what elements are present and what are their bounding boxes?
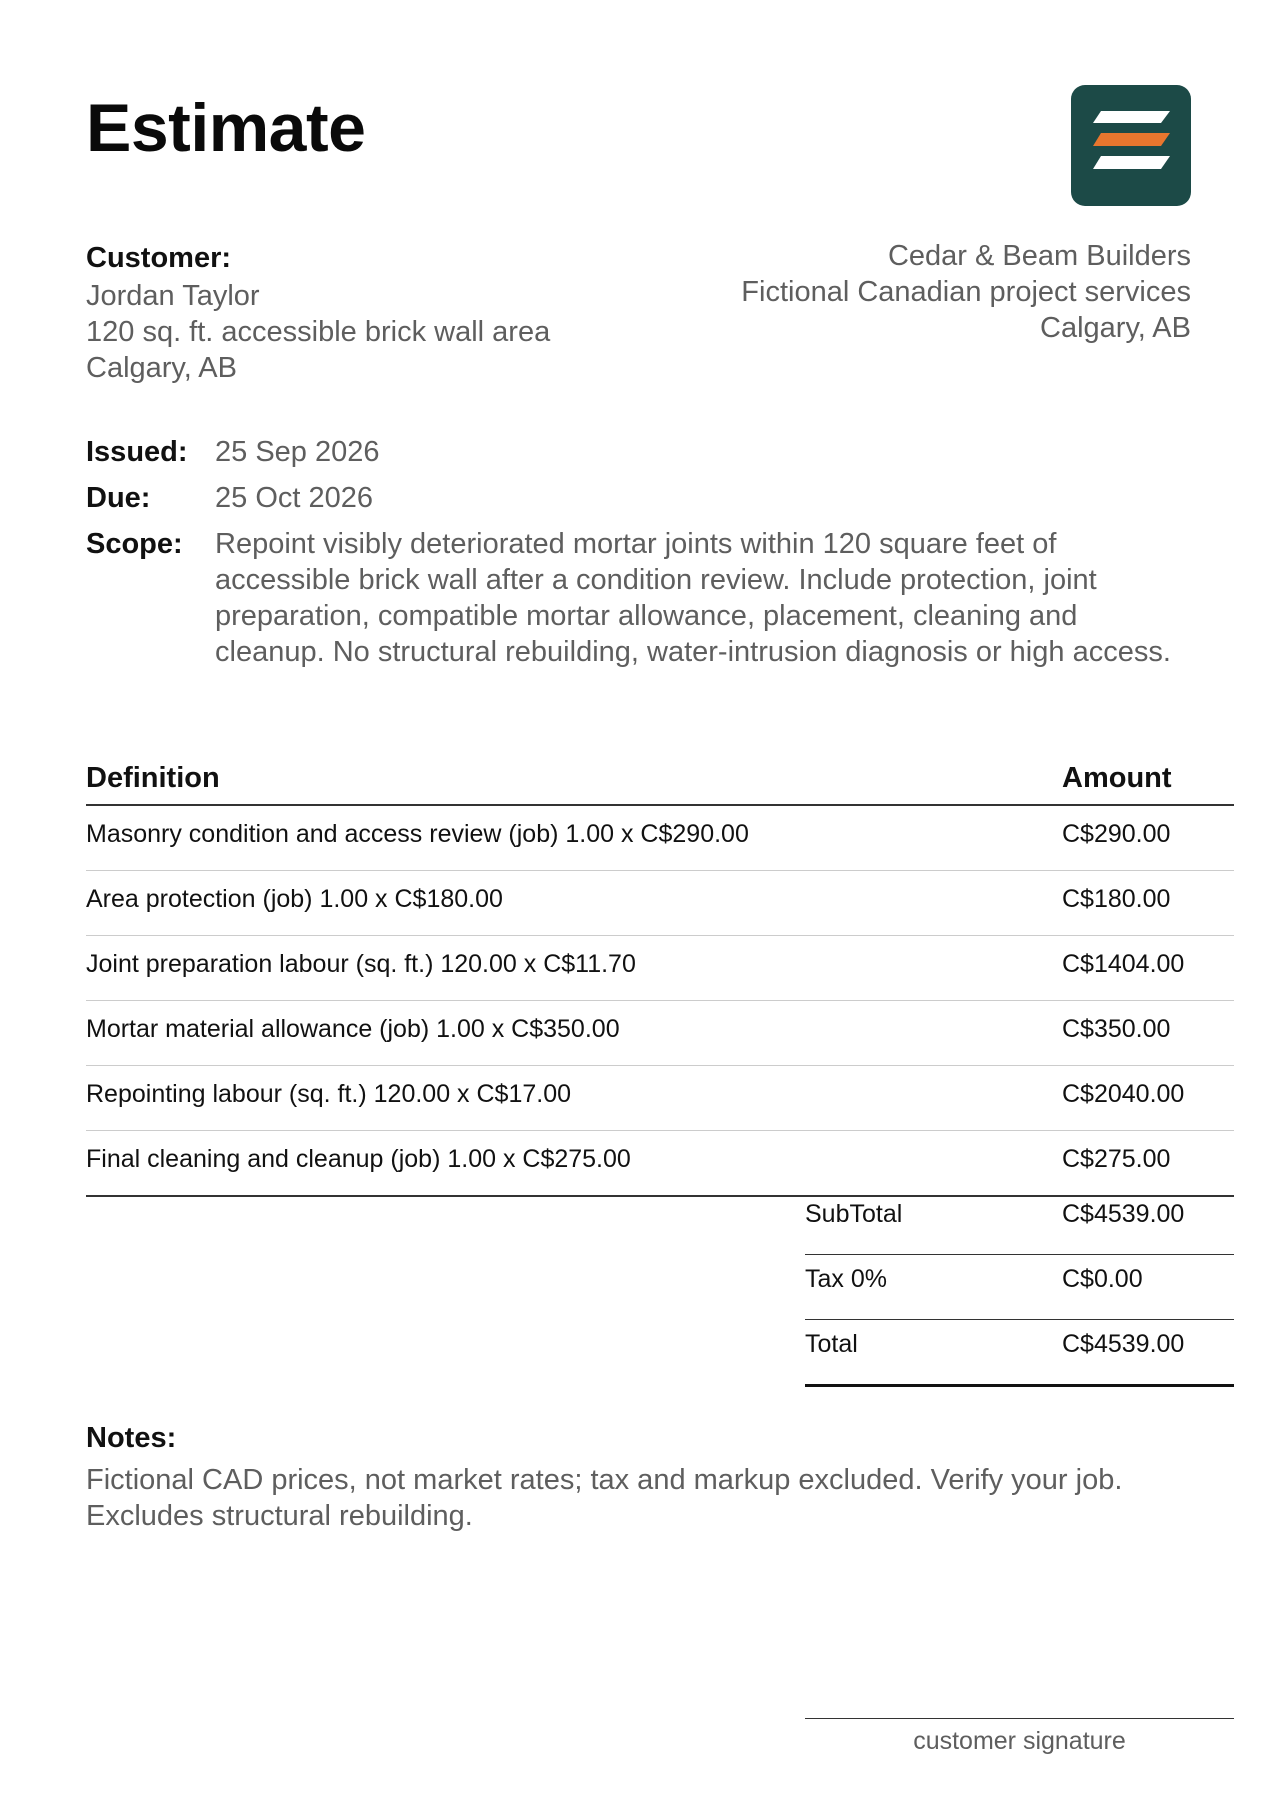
row-amount: C$2040.00: [1062, 1080, 1185, 1108]
line-items-table: [86, 758, 1234, 1197]
table-row: [86, 936, 1234, 1001]
total-label: Total: [805, 1330, 858, 1358]
subtotal-value: C$4539.00: [1062, 1200, 1185, 1228]
signature-label: customer signature: [913, 1727, 1126, 1755]
logo-bar-middle: [1093, 133, 1170, 146]
row-amount: C$1404.00: [1062, 950, 1185, 978]
company-tagline: Fictional Canadian project services: [741, 276, 1191, 308]
scope-row: [86, 526, 1186, 670]
row-description: Repointing labour (sq. ft.) 120.00 x C$17.00: [86, 1080, 572, 1108]
company-logo-icon: [1071, 85, 1191, 206]
company-city: Calgary, AB: [1040, 312, 1191, 344]
amount-header: Amount: [1062, 762, 1172, 794]
page-title: Estimate: [86, 90, 366, 166]
customer-name: Jordan Taylor: [86, 280, 260, 312]
estimate-meta: [86, 434, 1186, 680]
notes-text: Fictional CAD prices, not market rates; tax and markup excluded. Verify your job. Excludes structural rebuilding.: [86, 1464, 1123, 1532]
company-block: [741, 238, 1191, 346]
customer-label: Customer:: [86, 242, 232, 274]
customer-block: [86, 238, 550, 386]
table-row: [86, 806, 1234, 871]
customer-site: 120 sq. ft. accessible brick wall area: [86, 316, 551, 348]
issued-date: 25 Sep 2026: [215, 436, 380, 468]
row-amount: C$290.00: [1062, 820, 1171, 848]
table-row: [86, 1131, 1234, 1197]
definition-header: Definition: [86, 762, 220, 794]
row-amount: C$180.00: [1062, 885, 1171, 913]
row-amount: C$275.00: [1062, 1145, 1171, 1173]
row-amount: C$350.00: [1062, 1015, 1171, 1043]
row-description: Mortar material allowance (job) 1.00 x C$350.00: [86, 1015, 620, 1043]
table-header: [86, 758, 1234, 806]
row-description: Joint preparation labour (sq. ft.) 120.00 x C$11.70: [86, 950, 636, 978]
company-name: Cedar & Beam Builders: [887, 240, 1191, 272]
customer-city: Calgary, AB: [86, 352, 237, 384]
table-row: [86, 1066, 1234, 1131]
table-row: [86, 1001, 1234, 1066]
due-date: 25 Oct 2026: [215, 482, 373, 514]
tax-label: Tax 0%: [805, 1265, 887, 1293]
logo-bar-bottom: [1093, 156, 1170, 169]
tax-row: [805, 1255, 1234, 1320]
logo-bar-top: [1093, 111, 1170, 123]
totals-block: [805, 1190, 1234, 1387]
issued-row: [86, 434, 1186, 470]
issued-label: Issued:: [86, 436, 188, 468]
notes-block: [86, 1418, 1206, 1534]
notes-label: Notes:: [86, 1422, 177, 1454]
subtotal-row: [805, 1190, 1234, 1255]
due-row: [86, 480, 1186, 516]
row-description: Masonry condition and access review (job) 1.00 x C$290.00: [86, 820, 749, 848]
due-label: Due:: [86, 482, 151, 514]
table-row: [86, 871, 1234, 936]
subtotal-label: SubTotal: [805, 1200, 903, 1228]
row-description: Area protection (job) 1.00 x C$180.00: [86, 885, 503, 913]
total-row: [805, 1320, 1234, 1387]
scope-label: Scope:: [86, 528, 183, 560]
total-value: C$4539.00: [1062, 1330, 1185, 1358]
scope-text: Repoint visibly deteriorated mortar joints within 120 square feet of accessible brick wall after a condition review. Include protection, joint preparation, compatible mortar allowance, placement, cleaning and cleanup. No structural rebuilding, water-intrusion diagnosis or high access.: [215, 528, 1171, 668]
signature-line: [805, 1718, 1234, 1756]
row-description: Final cleaning and cleanup (job) 1.00 x C$275.00: [86, 1145, 631, 1173]
tax-value: C$0.00: [1062, 1265, 1143, 1293]
